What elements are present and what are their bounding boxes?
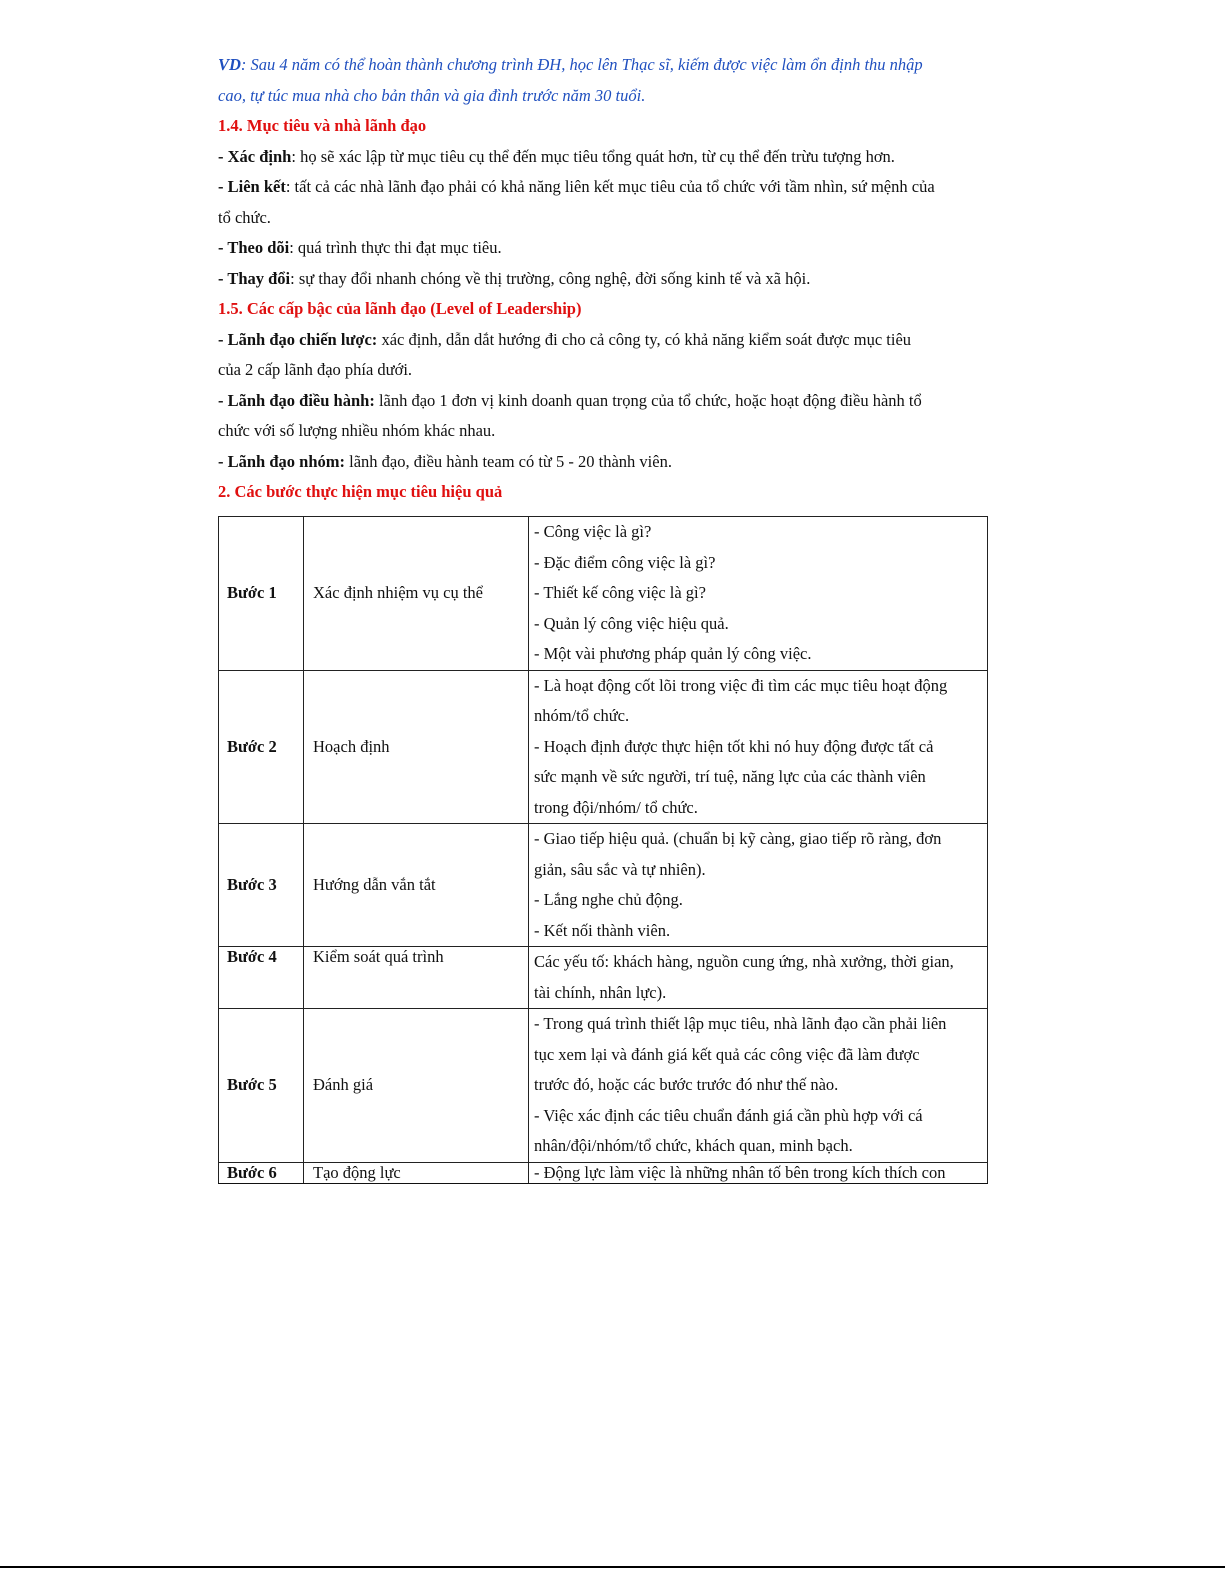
item-dieu-hanh-cont: chức với số lượng nhiều nhóm khác nhau. <box>218 421 496 440</box>
table-row <box>219 947 988 1009</box>
step-name: Hướng dẫn vắn tắt <box>304 824 529 947</box>
example-line-2: cao, tự túc mua nhà cho bản thân và gia đình trước năm 30 tuổi. <box>218 85 646 105</box>
step-name: Kiểm soát quá trình <box>304 947 529 1009</box>
step-label: Bước 6 <box>219 1162 304 1183</box>
document-body <box>218 50 998 508</box>
item-lien-ket-cont: tổ chức. <box>218 207 271 227</box>
step-label: Bước 2 <box>219 670 304 824</box>
item-chien-luoc-cont: của 2 cấp lãnh đạo phía dưới. <box>218 360 413 379</box>
table-row <box>219 517 988 671</box>
step-name: Tạo động lực <box>304 1162 529 1183</box>
item-thay-doi: - Thay đổi: sự thay đổi nhanh chóng về thị trường, công nghệ, đời sống kinh tế và xã hội. <box>218 268 811 288</box>
step-details: Các yếu tố: khách hàng, nguồn cung ứng, nhà xưởng, thời gian, tài chính, nhân lực). <box>529 947 988 1009</box>
steps-table <box>218 516 988 1184</box>
table-row <box>219 824 988 947</box>
table-row <box>219 1162 988 1183</box>
table-row <box>219 1009 988 1163</box>
item-nhom: - Lãnh đạo nhóm: lãnh đạo, điều hành team có từ 5 - 20 thành viên. <box>218 451 672 471</box>
step-label: Bước 3 <box>219 824 304 947</box>
example-line-1: VD: Sau 4 năm có thể hoàn thành chương trình ĐH, học lên Thạc sĩ, kiếm được việc làm ổn định thu nhập <box>218 55 923 74</box>
item-chien-luoc: - Lãnh đạo chiến lược: xác định, dẫn dắt hướng đi cho cả công ty, có khả năng kiểm soát được mục tiêu <box>218 329 912 349</box>
step-label: Bước 5 <box>219 1009 304 1163</box>
section-1-4-title: 1.4. Mục tiêu và nhà lãnh đạo <box>218 116 427 135</box>
section-1-5-title: 1.5. Các cấp bậc của lãnh đạo (Level of Leadership) <box>218 299 582 318</box>
step-details: - Động lực làm việc là những nhân tố bên trong kích thích con <box>529 1162 988 1183</box>
step-label: Bước 1 <box>219 517 304 671</box>
step-name: Hoạch định <box>304 670 529 824</box>
example-label: VD <box>218 55 241 74</box>
section-2-title: 2. Các bước thực hiện mục tiêu hiệu quả <box>218 482 503 501</box>
step-name: Đánh giá <box>304 1009 529 1163</box>
step-label: Bước 4 <box>219 947 304 1009</box>
table-row <box>219 670 988 824</box>
step-details: - Là hoạt động cốt lõi trong việc đi tìm các mục tiêu hoạt động nhóm/tổ chức. - Hoạch định được thực hiện tốt khi nó huy động được tất cả sức mạnh về sức người, trí tuệ, năng lực của các thành viên trong đội/nhóm/ tổ chức. <box>529 670 988 824</box>
step-details: - Trong quá trình thiết lập mục tiêu, nhà lãnh đạo cần phải liên tục xem lại và đánh giá kết quả các công việc đã làm được trước đó, hoặc các bước trước đó như thế nào. - Việc xác định các tiêu chuẩn đánh giá cần phù hợp với cá nhân/đội/nhóm/tổ chức, khách quan, minh bạch. <box>529 1009 988 1163</box>
item-lien-ket: - Liên kết: tất cả các nhà lãnh đạo phải có khả năng liên kết mục tiêu của tổ chức với tầm nhìn, sứ mệnh của <box>218 177 935 196</box>
step-name: Xác định nhiệm vụ cụ thể <box>304 517 529 671</box>
step-details: - Giao tiếp hiệu quả. (chuẩn bị kỹ càng, giao tiếp rõ ràng, đơn giản, sâu sắc và tự nhiên). - Lắng nghe chủ động. - Kết nối thành viên. <box>529 824 988 947</box>
item-dieu-hanh: - Lãnh đạo điều hành: lãnh đạo 1 đơn vị kinh doanh quan trọng của tổ chức, hoặc hoạt động điều hành tổ <box>218 390 922 410</box>
item-theo-doi: - Theo dõi: quá trình thực thi đạt mục tiêu. <box>218 238 502 257</box>
item-xac-dinh: - Xác định: họ sẽ xác lập từ mục tiêu cụ thể đến mục tiêu tổng quát hơn, từ cụ thể đến trừu tượng hơn. <box>218 146 895 166</box>
step-details: - Công việc là gì? - Đặc điểm công việc là gì? - Thiết kế công việc là gì? - Quản lý công việc hiệu quả. - Một vài phương pháp quản lý công việc. <box>529 517 988 671</box>
page-bottom-rule <box>0 1566 1225 1568</box>
